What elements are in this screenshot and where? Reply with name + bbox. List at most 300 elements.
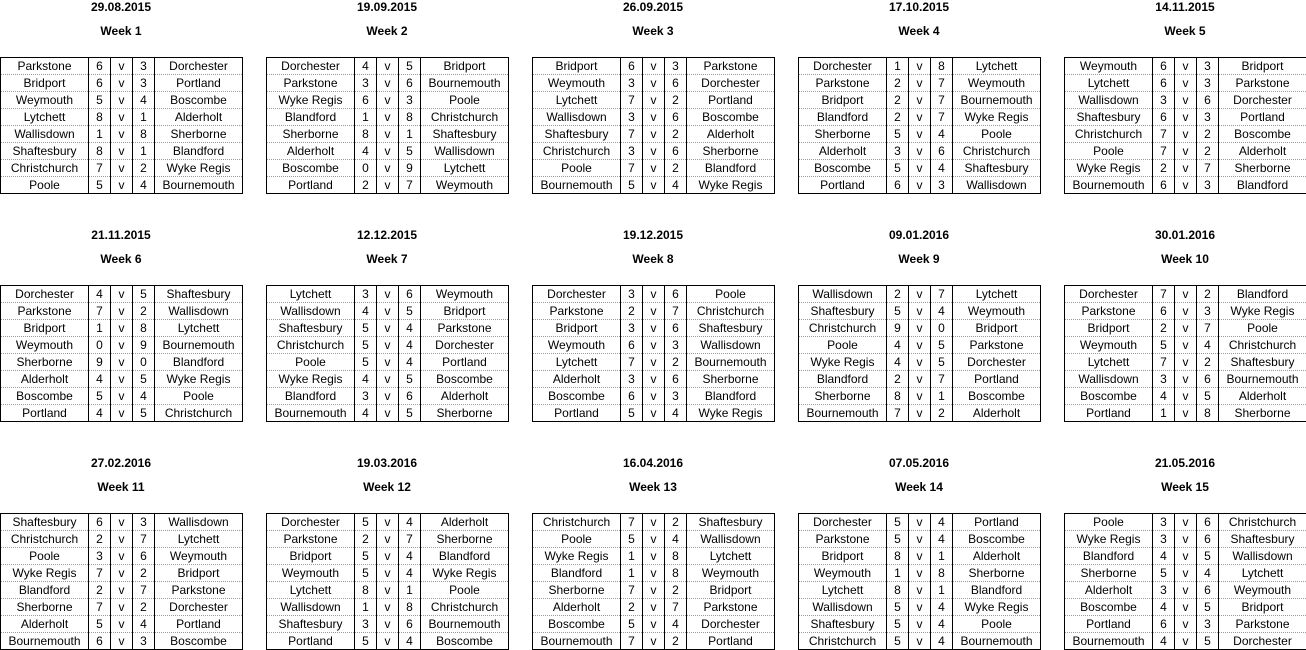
fixture-row xyxy=(799,92,1041,109)
home-score: 5 xyxy=(887,616,909,633)
fixture-row xyxy=(1,286,243,303)
away-team: Dorchester xyxy=(1219,633,1306,650)
away-team: Blandford xyxy=(953,582,1041,599)
away-score: 4 xyxy=(399,337,421,354)
home-score: 4 xyxy=(887,337,909,354)
versus: v xyxy=(111,177,133,194)
home-score: 5 xyxy=(887,514,909,531)
away-score: 6 xyxy=(665,320,687,337)
away-team: Parkstone xyxy=(687,599,775,616)
versus: v xyxy=(111,286,133,303)
versus: v xyxy=(909,599,931,616)
home-score: 2 xyxy=(355,177,377,194)
fixture-row xyxy=(1065,599,1306,616)
away-team: Portland xyxy=(421,354,509,371)
versus: v xyxy=(643,565,665,582)
away-team: Poole xyxy=(421,582,509,599)
away-team: Sherborne xyxy=(421,405,509,422)
versus: v xyxy=(1175,405,1197,422)
home-team: Bournemouth xyxy=(533,633,621,650)
home-team: Bournemouth xyxy=(1065,633,1153,650)
away-team: Boscombe xyxy=(155,92,243,109)
away-team: Wyke Regis xyxy=(421,565,509,582)
versus: v xyxy=(909,320,931,337)
home-team: Parkstone xyxy=(799,531,887,548)
away-team: Bournemouth xyxy=(953,92,1041,109)
fixture-table xyxy=(532,57,775,194)
fixture-row xyxy=(533,337,775,354)
away-team: Dorchester xyxy=(155,599,243,616)
away-score: 3 xyxy=(133,633,155,650)
fixture-row xyxy=(533,160,775,177)
home-score: 7 xyxy=(621,354,643,371)
home-score: 6 xyxy=(621,337,643,354)
away-team: Christchurch xyxy=(155,405,243,422)
fixture-row xyxy=(1,303,243,320)
home-team: Lytchett xyxy=(1,109,89,126)
away-score: 8 xyxy=(931,565,953,582)
fixture-row xyxy=(799,320,1041,337)
home-team: Wallisdown xyxy=(1,126,89,143)
away-score: 1 xyxy=(931,388,953,405)
home-score: 4 xyxy=(355,143,377,160)
week-date: 29.08.2015 xyxy=(0,0,242,14)
week-title: Week 1 xyxy=(0,24,242,38)
away-score: 6 xyxy=(665,143,687,160)
versus: v xyxy=(643,92,665,109)
versus: v xyxy=(643,405,665,422)
home-team: Alderholt xyxy=(533,599,621,616)
away-team: Shaftesbury xyxy=(1219,354,1306,371)
home-team: Parkstone xyxy=(533,303,621,320)
fixture-row xyxy=(799,388,1041,405)
away-score: 1 xyxy=(931,582,953,599)
away-score: 6 xyxy=(1197,371,1219,388)
versus: v xyxy=(643,143,665,160)
home-score: 6 xyxy=(89,58,111,75)
away-team: Alderholt xyxy=(953,548,1041,565)
away-team: Wyke Regis xyxy=(687,405,775,422)
home-score: 6 xyxy=(621,388,643,405)
home-score: 5 xyxy=(887,303,909,320)
versus: v xyxy=(909,388,931,405)
home-score: 2 xyxy=(89,582,111,599)
versus: v xyxy=(909,58,931,75)
fixture-row xyxy=(267,388,509,405)
home-team: Poole xyxy=(799,337,887,354)
fixture-row xyxy=(1065,388,1306,405)
home-score: 4 xyxy=(355,371,377,388)
versus: v xyxy=(909,531,931,548)
away-team: Bournemouth xyxy=(953,633,1041,650)
versus: v xyxy=(909,616,931,633)
away-team: Bridport xyxy=(953,320,1041,337)
away-team: Blandford xyxy=(1219,177,1306,194)
home-score: 7 xyxy=(1153,143,1175,160)
home-team: Sherborne xyxy=(1,599,89,616)
away-score: 4 xyxy=(931,531,953,548)
week-date: 09.01.2016 xyxy=(798,228,1040,242)
home-score: 6 xyxy=(887,177,909,194)
home-team: Christchurch xyxy=(533,514,621,531)
away-team: Sherborne xyxy=(421,531,509,548)
fixture-row xyxy=(533,126,775,143)
fixture-row xyxy=(1,58,243,75)
away-score: 2 xyxy=(665,354,687,371)
away-team: Shaftesbury xyxy=(687,320,775,337)
versus: v xyxy=(377,405,399,422)
away-team: Bournemouth xyxy=(155,177,243,194)
away-team: Bridport xyxy=(421,58,509,75)
away-score: 3 xyxy=(931,177,953,194)
away-team: Boscombe xyxy=(421,633,509,650)
away-team: Lytchett xyxy=(687,548,775,565)
away-score: 8 xyxy=(931,58,953,75)
home-team: Sherborne xyxy=(533,582,621,599)
home-team: Alderholt xyxy=(799,143,887,160)
away-score: 4 xyxy=(931,599,953,616)
away-team: Shaftesbury xyxy=(953,160,1041,177)
away-team: Blandford xyxy=(155,143,243,160)
home-score: 3 xyxy=(1153,371,1175,388)
away-team: Weymouth xyxy=(155,548,243,565)
fixture-row xyxy=(267,514,509,531)
fixture-row xyxy=(1,337,243,354)
home-team: Bournemouth xyxy=(1065,177,1153,194)
away-team: Lytchett xyxy=(421,160,509,177)
away-score: 6 xyxy=(665,371,687,388)
away-score: 4 xyxy=(931,616,953,633)
fixture-row xyxy=(1,599,243,616)
versus: v xyxy=(1175,599,1197,616)
home-team: Boscombe xyxy=(267,160,355,177)
fixture-row xyxy=(1,92,243,109)
fixture-row xyxy=(799,531,1041,548)
fixture-table xyxy=(0,57,243,194)
fixture-row xyxy=(1065,354,1306,371)
away-score: 3 xyxy=(1197,58,1219,75)
fixture-row xyxy=(1065,286,1306,303)
versus: v xyxy=(111,126,133,143)
away-score: 2 xyxy=(133,565,155,582)
fixture-row xyxy=(533,582,775,599)
away-score: 3 xyxy=(133,75,155,92)
home-score: 8 xyxy=(887,582,909,599)
away-score: 4 xyxy=(133,616,155,633)
home-score: 3 xyxy=(355,388,377,405)
away-score: 2 xyxy=(931,405,953,422)
versus: v xyxy=(377,92,399,109)
home-score: 2 xyxy=(887,75,909,92)
versus: v xyxy=(909,286,931,303)
home-score: 5 xyxy=(355,633,377,650)
versus: v xyxy=(111,548,133,565)
away-score: 5 xyxy=(133,286,155,303)
versus: v xyxy=(377,514,399,531)
fixture-table xyxy=(798,57,1041,194)
home-team: Lytchett xyxy=(1065,354,1153,371)
away-team: Dorchester xyxy=(687,75,775,92)
home-score: 6 xyxy=(1153,109,1175,126)
week-date: 21.11.2015 xyxy=(0,228,242,242)
home-team: Weymouth xyxy=(799,565,887,582)
versus: v xyxy=(909,633,931,650)
versus: v xyxy=(1175,126,1197,143)
away-score: 4 xyxy=(399,514,421,531)
home-team: Lytchett xyxy=(533,92,621,109)
versus: v xyxy=(377,565,399,582)
home-team: Portland xyxy=(267,177,355,194)
away-team: Parkstone xyxy=(1219,75,1306,92)
versus: v xyxy=(909,303,931,320)
away-score: 4 xyxy=(133,177,155,194)
versus: v xyxy=(377,599,399,616)
away-score: 7 xyxy=(931,286,953,303)
away-score: 3 xyxy=(1197,616,1219,633)
home-score: 5 xyxy=(621,405,643,422)
away-score: 8 xyxy=(133,126,155,143)
away-team: Wyke Regis xyxy=(155,160,243,177)
away-score: 9 xyxy=(133,337,155,354)
fixture-row xyxy=(533,75,775,92)
away-score: 4 xyxy=(399,320,421,337)
away-team: Lytchett xyxy=(953,58,1041,75)
away-team: Lytchett xyxy=(1219,565,1306,582)
fixture-row xyxy=(799,143,1041,160)
home-score: 2 xyxy=(1153,160,1175,177)
fixture-table xyxy=(266,57,509,194)
home-team: Wyke Regis xyxy=(799,354,887,371)
home-team: Poole xyxy=(1065,143,1153,160)
home-team: Portland xyxy=(1,405,89,422)
home-score: 7 xyxy=(1153,286,1175,303)
home-team: Blandford xyxy=(267,388,355,405)
away-score: 3 xyxy=(665,388,687,405)
home-team: Lytchett xyxy=(799,582,887,599)
away-score: 7 xyxy=(133,582,155,599)
fixture-row xyxy=(799,337,1041,354)
fixture-row xyxy=(267,303,509,320)
fixture-table xyxy=(266,513,509,650)
versus: v xyxy=(377,320,399,337)
away-team: Parkstone xyxy=(1219,616,1306,633)
home-score: 0 xyxy=(89,337,111,354)
away-team: Boscombe xyxy=(687,109,775,126)
versus: v xyxy=(111,565,133,582)
versus: v xyxy=(111,143,133,160)
fixture-row xyxy=(267,371,509,388)
home-team: Alderholt xyxy=(1065,582,1153,599)
away-team: Poole xyxy=(953,126,1041,143)
fixture-table xyxy=(798,513,1041,650)
away-team: Portland xyxy=(1219,109,1306,126)
away-team: Bournemouth xyxy=(1219,371,1306,388)
away-score: 5 xyxy=(1197,548,1219,565)
home-team: Lytchett xyxy=(1065,75,1153,92)
away-team: Poole xyxy=(421,92,509,109)
fixture-row xyxy=(267,565,509,582)
versus: v xyxy=(1175,565,1197,582)
home-team: Weymouth xyxy=(267,565,355,582)
home-score: 1 xyxy=(887,565,909,582)
versus: v xyxy=(1175,177,1197,194)
fixture-row xyxy=(799,514,1041,531)
home-score: 4 xyxy=(1153,633,1175,650)
versus: v xyxy=(1175,371,1197,388)
versus: v xyxy=(643,320,665,337)
fixture-row xyxy=(1,405,243,422)
fixture-row xyxy=(267,75,509,92)
home-team: Boscombe xyxy=(533,616,621,633)
away-team: Blandford xyxy=(687,160,775,177)
away-team: Parkstone xyxy=(155,582,243,599)
versus: v xyxy=(1175,286,1197,303)
home-team: Boscombe xyxy=(1065,599,1153,616)
home-team: Weymouth xyxy=(1,337,89,354)
away-score: 7 xyxy=(1197,320,1219,337)
away-score: 4 xyxy=(1197,337,1219,354)
away-score: 2 xyxy=(1197,126,1219,143)
away-team: Parkstone xyxy=(953,337,1041,354)
away-score: 6 xyxy=(931,143,953,160)
home-team: Bridport xyxy=(1,320,89,337)
fixture-table xyxy=(798,285,1041,422)
away-score: 5 xyxy=(1197,633,1219,650)
away-score: 6 xyxy=(399,75,421,92)
away-score: 4 xyxy=(399,354,421,371)
away-score: 3 xyxy=(665,337,687,354)
home-team: Christchurch xyxy=(799,633,887,650)
home-score: 5 xyxy=(355,548,377,565)
away-team: Lytchett xyxy=(155,531,243,548)
away-score: 4 xyxy=(931,633,953,650)
fixture-table xyxy=(1064,285,1306,422)
away-team: Dorchester xyxy=(953,354,1041,371)
home-score: 7 xyxy=(89,599,111,616)
fixture-row xyxy=(799,177,1041,194)
fixture-row xyxy=(267,531,509,548)
versus: v xyxy=(909,337,931,354)
week-title: Week 15 xyxy=(1064,480,1306,494)
week-title: Week 10 xyxy=(1064,252,1306,266)
fixture-row xyxy=(267,126,509,143)
fixture-row xyxy=(1,514,243,531)
away-team: Wyke Regis xyxy=(953,109,1041,126)
versus: v xyxy=(643,58,665,75)
fixture-row xyxy=(267,320,509,337)
home-team: Blandford xyxy=(533,565,621,582)
home-score: 7 xyxy=(621,160,643,177)
fixture-row xyxy=(533,514,775,531)
home-score: 5 xyxy=(355,514,377,531)
away-score: 7 xyxy=(665,599,687,616)
away-score: 1 xyxy=(399,126,421,143)
versus: v xyxy=(111,337,133,354)
home-score: 5 xyxy=(355,337,377,354)
week-title: Week 11 xyxy=(0,480,242,494)
home-score: 5 xyxy=(621,531,643,548)
fixture-row xyxy=(267,160,509,177)
away-score: 6 xyxy=(133,548,155,565)
versus: v xyxy=(1175,531,1197,548)
away-score: 4 xyxy=(931,514,953,531)
home-score: 4 xyxy=(1153,388,1175,405)
versus: v xyxy=(377,286,399,303)
away-score: 4 xyxy=(931,160,953,177)
home-score: 1 xyxy=(621,565,643,582)
home-team: Sherborne xyxy=(799,126,887,143)
versus: v xyxy=(909,514,931,531)
home-score: 2 xyxy=(1153,320,1175,337)
home-score: 5 xyxy=(355,565,377,582)
away-team: Christchurch xyxy=(1219,337,1306,354)
versus: v xyxy=(377,75,399,92)
away-team: Sherborne xyxy=(687,143,775,160)
home-score: 3 xyxy=(621,320,643,337)
home-team: Sherborne xyxy=(799,388,887,405)
week-title: Week 9 xyxy=(798,252,1040,266)
away-score: 7 xyxy=(665,303,687,320)
home-score: 2 xyxy=(89,531,111,548)
fixture-row xyxy=(267,286,509,303)
home-score: 1 xyxy=(355,109,377,126)
away-team: Weymouth xyxy=(687,565,775,582)
fixture-row xyxy=(533,143,775,160)
home-score: 8 xyxy=(355,582,377,599)
home-team: Wallisdown xyxy=(267,599,355,616)
fixture-row xyxy=(1,177,243,194)
away-score: 3 xyxy=(1197,303,1219,320)
away-score: 5 xyxy=(1197,599,1219,616)
away-team: Parkstone xyxy=(421,320,509,337)
fixture-row xyxy=(1,548,243,565)
away-team: Sherborne xyxy=(687,371,775,388)
away-team: Wallisdown xyxy=(421,143,509,160)
fixture-row xyxy=(533,548,775,565)
home-score: 5 xyxy=(355,320,377,337)
home-team: Wallisdown xyxy=(533,109,621,126)
home-team: Boscombe xyxy=(1,388,89,405)
away-score: 3 xyxy=(1197,109,1219,126)
home-score: 5 xyxy=(89,177,111,194)
versus: v xyxy=(111,320,133,337)
away-score: 7 xyxy=(133,531,155,548)
versus: v xyxy=(1175,633,1197,650)
home-score: 7 xyxy=(621,514,643,531)
fixture-row xyxy=(1065,109,1306,126)
away-team: Shaftesbury xyxy=(687,514,775,531)
versus: v xyxy=(377,58,399,75)
fixture-row xyxy=(267,58,509,75)
week-date: 30.01.2016 xyxy=(1064,228,1306,242)
home-score: 3 xyxy=(355,616,377,633)
fixture-row xyxy=(1065,143,1306,160)
away-team: Wyke Regis xyxy=(687,177,775,194)
fixture-row xyxy=(799,303,1041,320)
away-team: Alderholt xyxy=(1219,388,1306,405)
home-score: 4 xyxy=(89,371,111,388)
versus: v xyxy=(377,388,399,405)
away-team: Christchurch xyxy=(1219,514,1306,531)
home-team: Blandford xyxy=(267,109,355,126)
home-team: Weymouth xyxy=(1065,337,1153,354)
away-team: Bridport xyxy=(155,565,243,582)
home-team: Parkstone xyxy=(267,531,355,548)
week-title: Week 6 xyxy=(0,252,242,266)
home-score: 5 xyxy=(887,599,909,616)
home-team: Christchurch xyxy=(799,320,887,337)
home-score: 5 xyxy=(89,616,111,633)
